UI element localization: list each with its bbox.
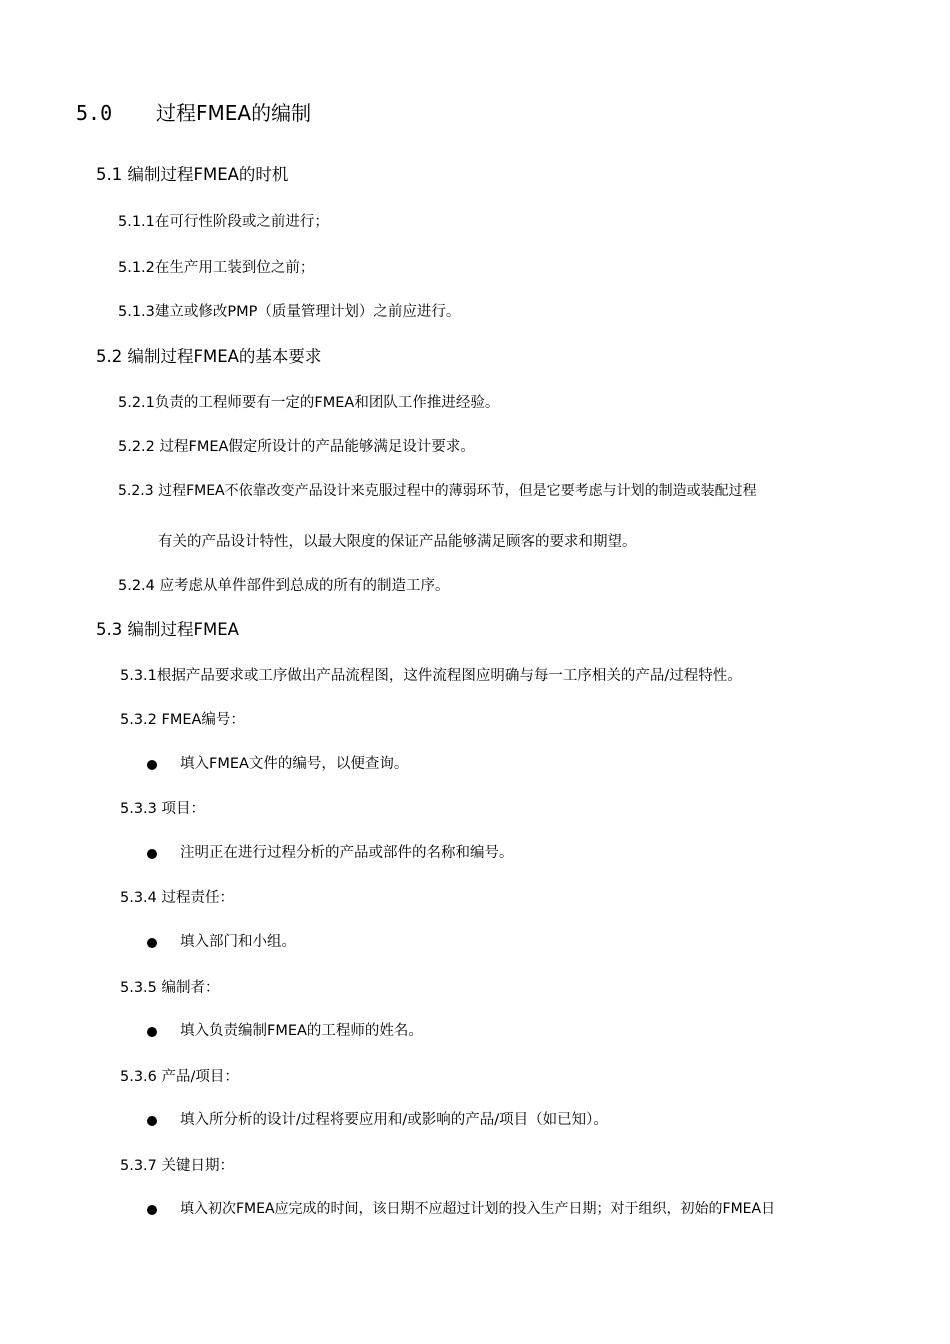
bullet-text-5-3-2: 填入FMEA文件的编号，以便查询。 bbox=[180, 756, 409, 772]
paragraph-5-2-3-continued: 有关的产品设计特性，以最大限度的保证产品能够满足顾客的要求和期望。 bbox=[158, 534, 637, 550]
bullet-text-5-3-6: 填入所分析的设计/过程将要应用和/或影响的产品/项目（如已知）。 bbox=[180, 1112, 608, 1128]
paragraph-5-3-1: 5.3.1根据产品要求或工序做出产品流程图，这件流程图应明确与每一工序相关的产品/过程特性。 bbox=[120, 668, 742, 684]
section-title: 过程FMEA的编制 bbox=[156, 101, 312, 125]
bullet-icon bbox=[147, 1116, 157, 1126]
bullet-icon bbox=[147, 760, 157, 770]
subsection-heading-5-2: 5.2 编制过程FMEA的基本要求 bbox=[96, 347, 322, 366]
bullet-icon bbox=[147, 938, 157, 948]
bullet-icon bbox=[147, 1205, 157, 1215]
paragraph-5-3-5: 5.3.5 编制者： bbox=[120, 980, 220, 996]
paragraph-5-2-3: 5.2.3 过程FMEA不依靠改变产品设计来克服过程中的薄弱环节，但是它要考虑与计划的制造或装配过程 bbox=[118, 483, 757, 499]
paragraph-5-3-2: 5.3.2 FMEA编号： bbox=[120, 712, 245, 728]
bullet-text-5-3-5: 填入负责编制FMEA的工程师的姓名。 bbox=[180, 1023, 423, 1039]
subsection-heading-5-1: 5.1 编制过程FMEA的时机 bbox=[96, 165, 289, 184]
bullet-icon bbox=[147, 849, 157, 859]
paragraph-5-1-2: 5.1.2在生产用工装到位之前； bbox=[118, 260, 315, 276]
paragraph-5-2-1: 5.2.1负责的工程师要有一定的FMEA和团队工作推进经验。 bbox=[118, 395, 500, 411]
bullet-icon bbox=[147, 1027, 157, 1037]
paragraph-5-3-6: 5.3.6 产品/项目： bbox=[120, 1069, 239, 1085]
bullet-text-5-3-7: 填入初次FMEA应完成的时间，该日期不应超过计划的投入生产日期；对于组织，初始的FMEA日 bbox=[180, 1201, 776, 1217]
paragraph-5-1-3: 5.1.3建立或修改PMP（质量管理计划）之前应进行。 bbox=[118, 304, 461, 320]
paragraph-5-3-7: 5.3.7 关键日期： bbox=[120, 1158, 235, 1174]
paragraph-5-3-4: 5.3.4 过程责任： bbox=[120, 890, 235, 906]
paragraph-5-3-3: 5.3.3 项目： bbox=[120, 801, 206, 817]
paragraph-5-2-4: 5.2.4 应考虑从单件部件到总成的所有的制造工序。 bbox=[118, 578, 450, 594]
bullet-text-5-3-3: 注明正在进行过程分析的产品或部件的名称和编号。 bbox=[180, 845, 514, 861]
section-number: 5.0 bbox=[76, 101, 113, 125]
paragraph-5-1-1: 5.1.1在可行性阶段或之前进行； bbox=[118, 214, 329, 230]
bullet-text-5-3-4: 填入部门和小组。 bbox=[180, 934, 296, 950]
subsection-heading-5-3: 5.3 编制过程FMEA bbox=[96, 620, 239, 639]
paragraph-5-2-2: 5.2.2 过程FMEA假定所设计的产品能够满足设计要求。 bbox=[118, 439, 475, 455]
